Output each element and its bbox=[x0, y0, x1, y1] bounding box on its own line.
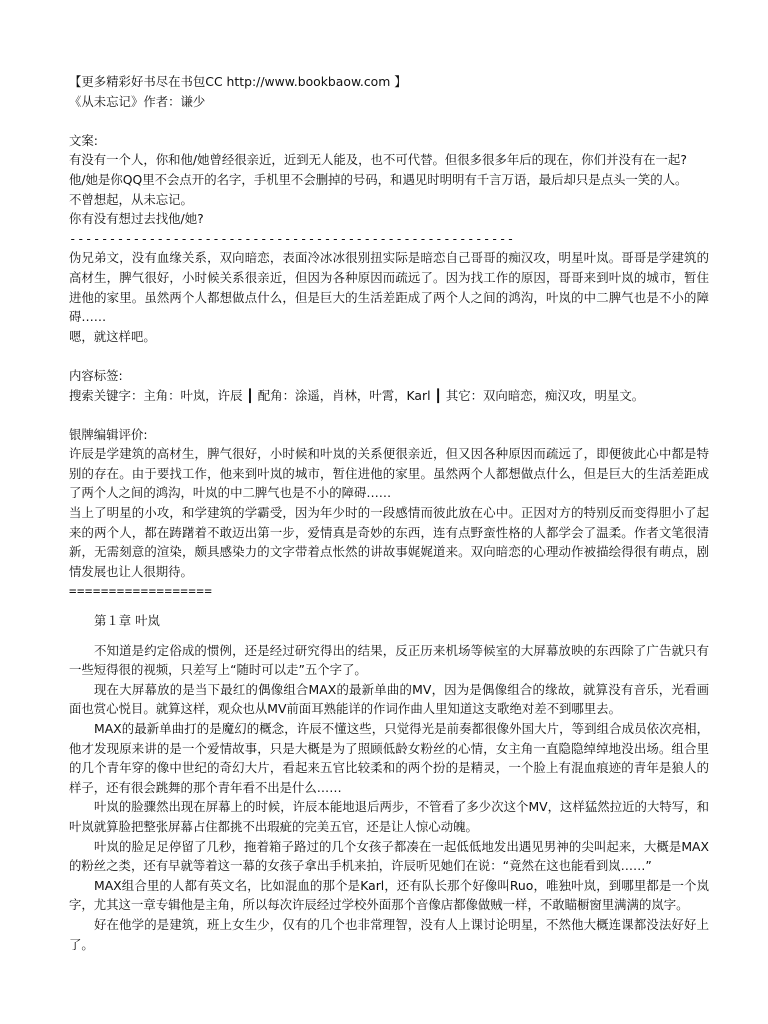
dashed-divider: -------------------------------------------------------- bbox=[69, 230, 515, 246]
chapter-paragraph: 好在他学的是建筑，班上女生少，仅有的几个也非常理智，没有人上课讨论明星，不然他大概连课都没法好好上了。 bbox=[69, 916, 709, 952]
blurb-summary: 伪兄弟文，没有血缘关系，双向暗恋，表面冷冰冰很别扭实际是暗恋自己哥哥的痴汉攻，明星叶岚。哥哥是学建筑的高材生，脾气很好，小时候关系很亲近，但因为各种原因而疏远了。因为找工作的原因，哥哥来到叶岚的城市，暂住进他的家里。虽然两个人都想做点什么，但是巨大的生活差距成了两个人之间的鸿沟，叶岚的中二脾气也是不小的障碍…… bbox=[69, 250, 709, 325]
chapter-paragraph: 叶岚的脸骤然出现在屏幕上的时候，许辰本能地退后两步，不管看了多少次这个MV，这样猛然拉近的大特写，和叶岚就算脸把整张屏幕占住都挑不出瑕疵的完美五官，还是让人惊心动魄。 bbox=[69, 799, 709, 834]
blurb-line: 有没有一个人，你和他/她曾经很亲近，近到无人能及，也不可代替。但很多很多年后的现在，你们并没有在一起? bbox=[69, 152, 687, 168]
chapter-paragraph: 叶岚的脸足足停留了几秒，拖着箱子路过的几个女孩子都凑在一起低低地发出遇见男神的尖叫起来，大概是MAX的粉丝之类，还有早就等着这一幕的女孩子拿出手机来拍，许辰听见她们在说：“竟然在这也能看到岚……” bbox=[69, 838, 709, 874]
review-heading: 银牌编辑评价: bbox=[69, 426, 148, 442]
blurb-heading: 文案: bbox=[69, 132, 98, 148]
chapter-title: 第１章 叶岚 bbox=[94, 613, 160, 629]
blurb-line: 他/她是你QQ里不会点开的名字，手机里不会删掉的号码，和遇见时明明有千言万语，最后却只是点头一笑的人。 bbox=[69, 171, 688, 187]
tags-heading: 内容标签: bbox=[69, 367, 123, 383]
chapter-paragraph: 现在大屏幕放的是当下最红的偶像组合MAX的最新单曲的MV，因为是偶像组合的缘故，就算没有音乐，光看画面也赏心悦目。就算这样，观众也从MV前面耳熟能详的作词作曲人里知道这支歌绝对差不到哪里去。 bbox=[69, 681, 709, 717]
book-title-author: 《从未忘记》作者：谦少 bbox=[69, 93, 206, 109]
review-paragraph: 当上了明星的小攻，和学建筑的学霸受，因为年少时的一段感情而彼此放在心中。正因对方的特别反而变得胆小了起来的两个人，都在踌躇着不敢迈出第一步，爱情真是奇妙的东西，连有点野蛮性格的人都学会了温柔。作者文笔很清新，无需刻意的渲染，颇具感染力的文字带着点怅然的讲故事娓娓道来。双向暗恋的心理动作被描绘得很有萌点，剧情发展也让人很期待。 bbox=[69, 505, 709, 579]
tags-keywords: 搜索关键字：主角：叶岚，许辰 ┃ 配角：涂遥，肖林，叶霄，Karl ┃ 其它：双向暗恋，痴汉攻，明星文。 bbox=[69, 387, 645, 403]
review-paragraph: 许辰是学建筑的高材生，脾气很好，小时候和叶岚的关系便很亲近，但又因各种原因而疏远了，即便彼此心中都是特别的存在。由于要找工作，他来到叶岚的城市，暂住进他的家里。虽然两个人都想做点什么，但是巨大的生活差距成了两个人之间的鸿沟，叶岚的中二脾气也是不小的障碍…… bbox=[69, 446, 709, 501]
document-page bbox=[69, 72, 709, 954]
chapter-paragraph: MAX组合里的人都有英文名，比如混血的那个是Karl，还有队长那个好像叫Ruo，唯独叶岚，到哪里都是一个岚字，尤其这一章专辑他是主角，所以每次许辰经过学校外面那个音像店都像做贼一样，不敢瞄橱窗里满满的岚字。 bbox=[69, 877, 709, 913]
chapter-paragraph: MAX的最新单曲打的是魔幻的概念，许辰不懂这些，只觉得光是前奏都很像外国大片，等到组合成员依次亮相，他才发现原来讲的是一个爱情故事，只是大概是为了照顾低龄女粉丝的心情，女主角一直隐隐绰绰地没出场。组合里的几个青年穿的像中世纪的奇幻大片，看起来五官比较柔和的两个扮的是精灵，一个脸上有混血痕迹的青年是狼人的样子，还有很会跳舞的那个青年看不出是什么…… bbox=[69, 721, 709, 795]
blurb-ending: 嗯，就这样吧。 bbox=[69, 328, 156, 344]
blurb-line: 你有没有想过去找他/她? bbox=[69, 211, 204, 227]
blurb-line: 不曾想起，从未忘记。 bbox=[69, 191, 193, 207]
equals-divider: ================== bbox=[69, 583, 213, 599]
promo-line: 【更多精彩好书尽在书包CC http://www.bookbaow.com 】 bbox=[69, 74, 407, 89]
chapter-paragraph: 不知道是约定俗成的惯例，还是经过研究得出的结果，反正历来机场等候室的大屏幕放映的东西除了广告就只有一些短得很的视频，只差写上“随时可以走”五个字了。 bbox=[69, 642, 709, 678]
